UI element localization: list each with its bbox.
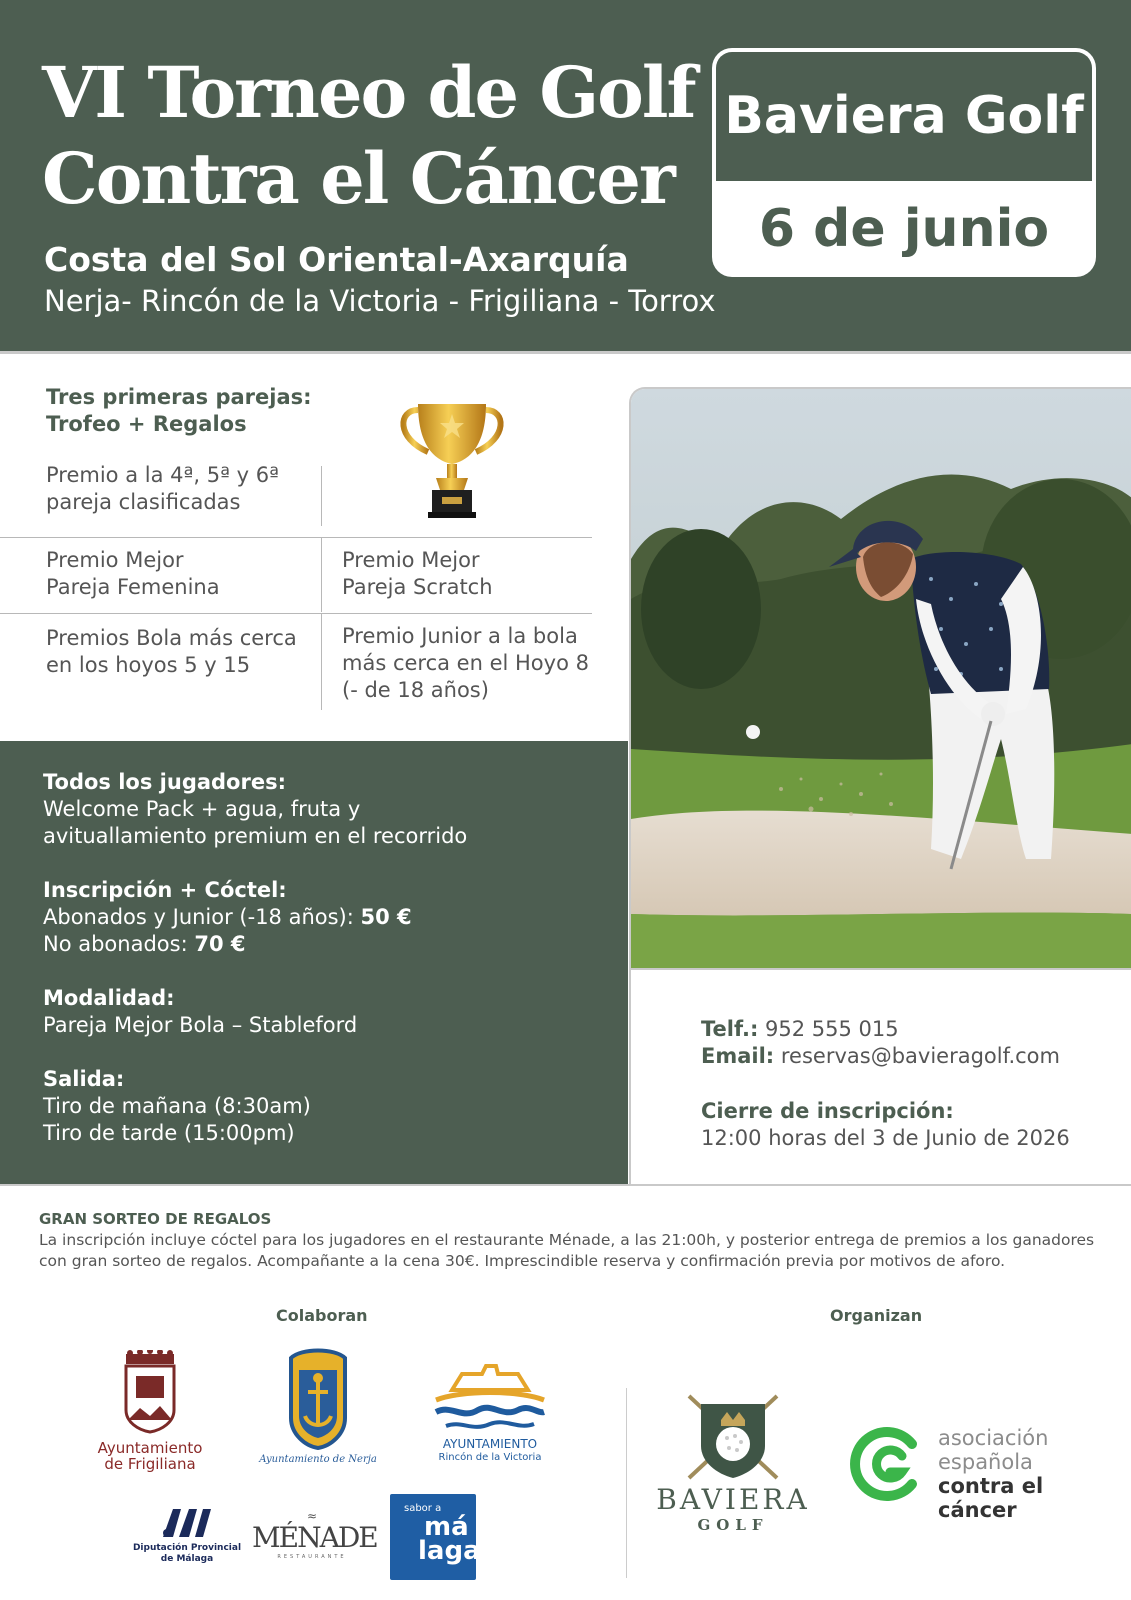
players-block [43,769,467,850]
menade-logo [252,1509,377,1560]
towns: Nerja- Rincón de la Victoria - Frigiliana - Torrox [44,284,716,318]
golfer-illustration [631,389,1131,970]
grid-hline-2 [0,613,592,614]
prize-bola-line1: Premios Bola más cerca [46,626,297,650]
prize-femenina-line1: Premio Mejor [46,548,184,572]
players-heading: Todos los jugadores: [43,770,286,794]
start-heading: Salida: [43,1067,125,1091]
abonados-price: 50 € [360,905,412,929]
frigiliana-caption [90,1440,210,1472]
close-value: 12:00 horas del 3 de Junio de 2026 [701,1126,1070,1150]
sabor-malaga-logo [390,1494,481,1580]
aecc-symbol-icon [846,1424,926,1504]
diputacion-logo [132,1505,242,1565]
inscription-heading: Inscripción + Cóctel: [43,878,287,902]
aecc-line2: española [938,1450,1033,1474]
prize-4-6 [46,462,279,516]
prizes-section [0,354,628,741]
page-title [42,50,695,222]
start-block [43,1066,311,1147]
prize-junior-line2: más cerca en el Hoyo 8 [342,651,589,675]
baviera-crest-icon [683,1390,783,1482]
grid-hline-1 [0,537,592,538]
aecc-line1: asociación [938,1426,1049,1450]
abonados-label: Abonados y Junior (-18 años): [43,905,361,929]
rincon-logo-icon [432,1360,548,1436]
diputacion-line2: de Málaga [160,1554,214,1564]
close-line [701,1098,1070,1152]
sabor-top: sabor a [404,1503,442,1514]
raffle-text: La inscripción incluye cóctel para los jugadores en el restaurante Ménade, a las 21:00h, y posterior entrega de premios a los ganadores con gran sorteo de regalos. Acompañante a la cena 30€. Imprescindible reserva y confirmación previa por motivos de aforo. [39,1231,1095,1270]
aecc-logo [846,1422,1126,1522]
diputacion-caption [132,1543,242,1565]
title-line-2: Contra el Cáncer [42,137,674,220]
nerja-logo [248,1348,388,1465]
grid-vline-mid [321,538,322,612]
menade-name: MÉNADE [252,1521,377,1554]
contact-section [629,970,1131,1184]
venue-name: Baviera Golf [716,52,1092,181]
sabor-line1: má [424,1512,469,1542]
diputacion-line1: Diputación Provincial [132,1543,242,1553]
prize-scratch-line1: Premio Mejor [342,548,480,572]
close-heading: Cierre de inscripción: [701,1099,954,1123]
menade-sub: RESTAURANTE [277,1554,347,1560]
prize-4-6-line1: Premio a la 4ª, 5ª y 6ª [46,463,280,487]
start-afternoon: Tiro de tarde (15:00pm) [43,1121,295,1145]
golfer-photo [629,387,1131,970]
raffle-title: GRAN SORTEO DE REGALOS [39,1210,272,1228]
baviera-line1: BAVIERA [656,1483,810,1516]
email-label: Email: [701,1044,775,1068]
rincon-line1: AYUNTAMIENTO [442,1437,538,1451]
prize-femenina-line2: Pareja Femenina [46,575,220,599]
email-line [701,1043,1060,1070]
nerja-caption: Ayuntamiento de Nerja [259,1454,377,1465]
prize-scratch-line2: Pareja Scratch [342,575,493,599]
no-abonados-line [43,931,412,958]
mode-heading: Modalidad: [43,986,175,1010]
frigiliana-line1: Ayuntamiento [97,1439,203,1457]
prize-junior-line1: Premio Junior a la bola [342,624,578,648]
players-line2: avituallamiento premium en el recorrido [43,824,468,848]
header-banner [0,0,1131,351]
subtitle: Costa del Sol Oriental-Axarquía [44,240,629,279]
mode-block [43,985,357,1039]
phone-label: Telf.: [701,1017,759,1041]
sabor-line2: laga [418,1536,481,1566]
no-abonados-label: No abonados: [43,932,195,956]
grid-vline-bottom [321,614,322,710]
rincon-caption [420,1438,560,1464]
trophy-icon [394,398,510,522]
no-abonados-price: 70 € [194,932,246,956]
event-date: 6 de junio [758,199,1050,259]
rincon-line2: Rincón de la Victoria [438,1452,542,1463]
frigiliana-logo [90,1350,210,1472]
info-section [0,741,628,1184]
top-prize-heading [46,384,312,438]
baviera-line2: GOLF [697,1516,769,1534]
prize-4-6-line2: pareja clasificadas [46,490,241,514]
top-prize-heading-line2: Trofeo + Regalos [46,412,247,436]
email-value[interactable]: reservas@bavieragolf.com [774,1044,1060,1068]
menade-wave-icon: ≈ [306,1509,318,1523]
grid-vline-top [321,466,322,526]
mode-value: Pareja Mejor Bola – Stableford [43,1013,358,1037]
prize-junior-line3: (- de 18 años) [342,678,489,702]
phone-value[interactable]: 952 555 015 [758,1017,899,1041]
frigiliana-line2: de Frigiliana [104,1455,196,1473]
rincon-logo [420,1360,560,1464]
title-line-1: VI Torneo de Golf [42,51,695,134]
diputacion-logo-icon [159,1505,215,1539]
abonados-line [43,904,412,931]
phone-line [701,1016,899,1043]
logos-divider [626,1388,627,1578]
aecc-line3: contra el cáncer [938,1474,1044,1522]
baviera-logo [648,1390,818,1534]
players-line1: Welcome Pack + agua, fruta y [43,797,361,821]
prize-bola [46,625,297,679]
prize-junior [342,623,589,704]
date-box [712,48,1096,277]
organize-label: Organizan [830,1306,923,1325]
frigiliana-crest-icon [120,1350,180,1434]
top-prize-heading-line1: Tres primeras parejas: [46,385,312,409]
mid-divider [0,1184,1131,1186]
prize-bola-line2: en los hoyos 5 y 15 [46,653,251,677]
nerja-crest-icon [281,1348,355,1450]
start-morning: Tiro de mañana (8:30am) [43,1094,311,1118]
inscription-block [43,877,412,958]
prize-scratch [342,547,493,601]
prize-femenina [46,547,220,601]
collaborate-label: Colaboran [276,1306,368,1325]
